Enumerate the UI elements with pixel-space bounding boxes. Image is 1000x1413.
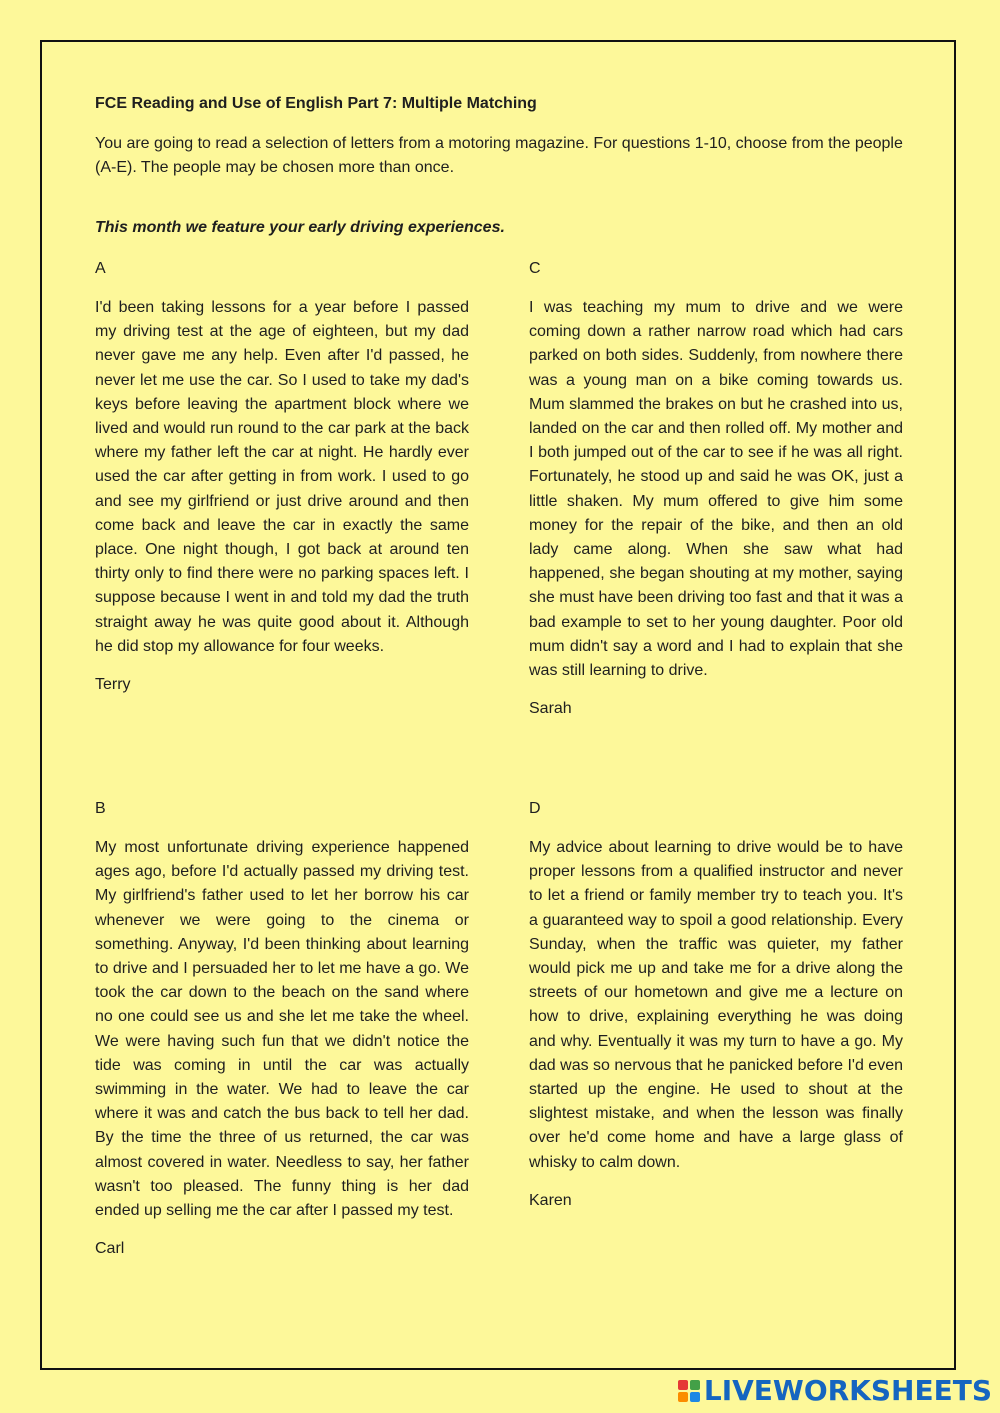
mark-cell: [678, 1380, 688, 1390]
logo-wordmark: LIVEWORKSHEETS: [703, 1374, 992, 1407]
letter-text: My most unfortunate driving experience happened ages ago, before I'd actually passed my driving test. My girlfriend's father used to let her borrow his car whenever we were going to the cinema or something. Anyway, I'd been thinking about learning to drive and I persuaded her to let me have a go. We took the car down to the beach on the sand where no one could see us and she let me take the wheel. We were having such fun that we didn't notice the tide was coming in until the car was actually swimming in the water. We had to leave the car where it was and catch the bus back to tell her dad. By the time the three of us returned, the car was almost covered in water. Needless to say, her father wasn't too pleased. The funny thing is her dad ended up selling me the car after I passed my test.: [95, 839, 469, 1220]
letter-text: I was teaching my mum to drive and we were coming down a rather narrow road which had cars parked on both sides. Suddenly, from nowhere there was a young man on a bike coming towards us. Mum slammed the brakes on but he crashed into us, landed on the car and then rolled off. My mother and I both jumped out of the car to see if he was all right. Fortunately, he stood up and said he was OK, just a little shaken. My mum offered to give him some money for the repair of the bike, and then an old lady came along. When she saw what had happened, she began shouting at my mother, saying she must have been driving too fast and that it was a bad example to set to her young daughter. Poor old mum didn't say a word and I had to explain that she was still learning to drive.: [529, 299, 903, 680]
letter-text: I'd been taking lessons for a year before I passed my driving test at the age of eighteen, but my dad never gave me any help. Even after I'd passed, he never let me use the car. So I used to take my dad's keys before leaving the apartment block where we lived and would run round to the car park at the back where my father left the car at night. He hardly ever used the car after getting in from work. I used to go and see my girlfriend or just drive around and then come back and leave the car in exactly the same place. One night though, I got back at around ten thirty only to find there were no parking spaces left. I suppose because I went in and told my dad the truth straight away he was quite good about it. Although he did stop my allowance for four weeks.: [95, 299, 469, 655]
worksheet-title: FCE Reading and Use of English Part 7: Multiple Matching: [95, 95, 537, 112]
letter-label: D: [529, 800, 541, 817]
letter-author: Carl: [95, 1240, 125, 1258]
mark-cell: [690, 1380, 700, 1390]
worksheet-instructions: You are going to read a selection of letters from a motoring magazine. For questions 1-10, choose from the people (A-E). The people may be chosen more than once.: [95, 135, 903, 176]
letter-a: [95, 257, 469, 697]
letter-c: [529, 257, 903, 721]
letter-b: [95, 797, 469, 1261]
letter-author: Karen: [529, 1191, 572, 1209]
letter-text: My advice about learning to drive would be to have proper lessons from a qualified instructor and never to let a friend or family member try to teach you. It's a guaranteed way to spoil a good relationship. Every Sunday, when the traffic was quieter, my father would pick me up and take me for a drive along the streets of our hometown and give me a lecture on how to drive, explaining everything he was doing and why. Eventually it was my turn to have a go. My dad was so nervous that he panicked before I'd even started up the engine. He used to shout at the slightest mistake, and when the lesson was finally over he'd come home and have a large glass of whisky to calm down.: [529, 839, 903, 1171]
letter-label: A: [95, 260, 106, 277]
mark-cell: [690, 1392, 700, 1402]
letter-author: Sarah: [529, 700, 572, 718]
letter-label: B: [95, 800, 106, 817]
liveworksheets-logo[interactable]: [678, 1374, 992, 1407]
letter-author: Terry: [95, 676, 131, 694]
letter-label: C: [529, 260, 541, 277]
letter-d: [529, 797, 903, 1213]
feature-heading: This month we feature your early driving experiences.: [95, 219, 505, 236]
mark-cell: [678, 1392, 688, 1402]
liveworksheets-mark-icon: [678, 1380, 700, 1402]
